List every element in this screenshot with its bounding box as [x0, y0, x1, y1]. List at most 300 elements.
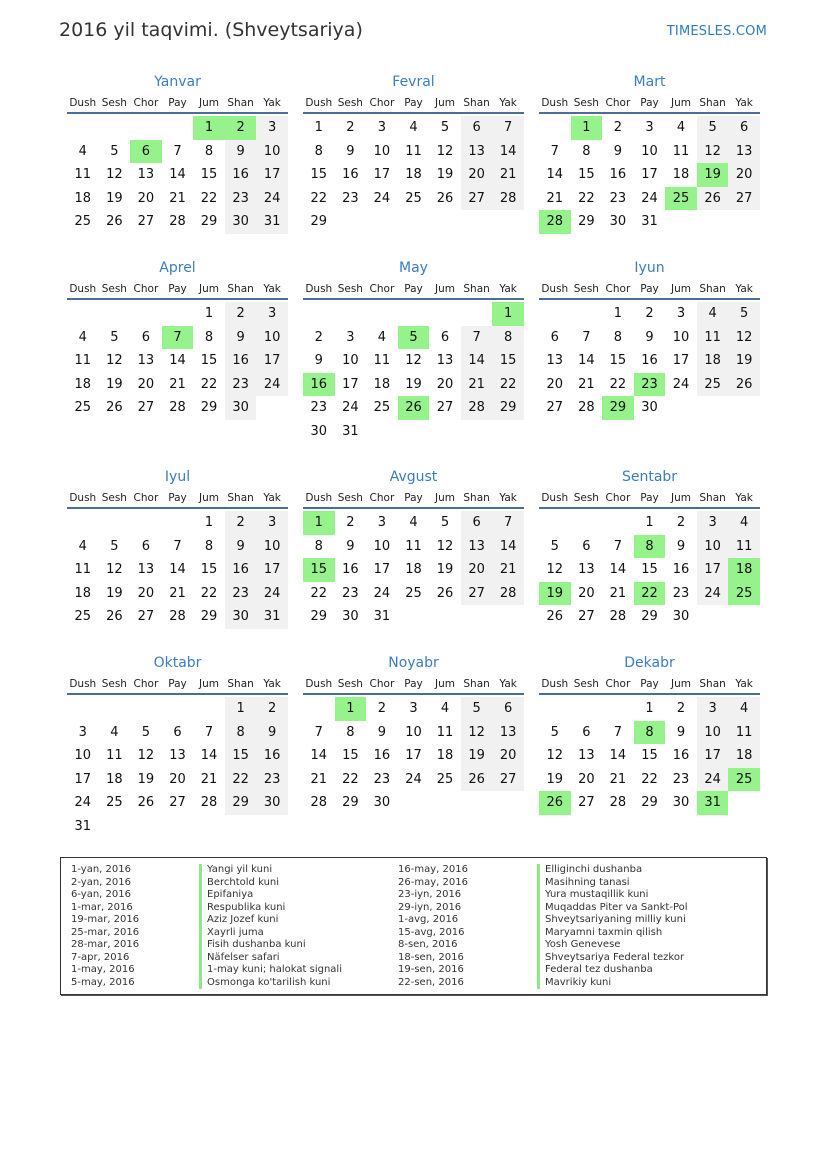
day-cell[interactable]: 24 [256, 187, 288, 211]
day-cell[interactable]: 10 [74, 748, 92, 764]
day-cell[interactable]: 4 [409, 515, 418, 530]
day-cell[interactable]: 5 [550, 538, 559, 554]
day-cell[interactable]: 8 [225, 721, 257, 745]
day-cell[interactable]: 1 [225, 697, 257, 721]
day-cell[interactable]: 21 [310, 771, 328, 787]
day-cell[interactable]: 4 [78, 143, 87, 159]
day-cell[interactable]: 3 [78, 724, 87, 740]
day-cell[interactable]: 18 [405, 167, 422, 183]
day-cell[interactable]: 13 [436, 353, 454, 369]
day-cell[interactable]: 5 [141, 724, 151, 740]
day-cell[interactable]: 18 [436, 748, 454, 764]
day-cell[interactable]: 4 [728, 697, 760, 721]
day-cell[interactable]: 17 [373, 562, 391, 578]
day-cell[interactable]: 5 [550, 724, 559, 740]
day-cell[interactable]: 10 [256, 140, 288, 164]
day-cell[interactable]: 21 [169, 585, 186, 601]
day-cell[interactable]: 8 [204, 329, 214, 345]
day-cell[interactable]: 10 [256, 326, 288, 350]
day-cell[interactable]: 4 [110, 724, 119, 740]
day-cell[interactable]: 7 [492, 116, 524, 140]
day-cell[interactable]: 19 [106, 585, 123, 601]
day-cell[interactable]: 17 [697, 558, 729, 582]
day-cell[interactable]: 26 [106, 214, 123, 230]
day-cell[interactable]: 18 [74, 190, 92, 206]
day-cell[interactable]: 8 [492, 326, 524, 350]
day-cell[interactable]: 26 [137, 795, 155, 811]
day-cell[interactable]: 24 [405, 771, 422, 787]
day-cell[interactable]: 17 [256, 163, 288, 187]
day-cell[interactable]: 24 [373, 585, 391, 601]
day-cell[interactable]: 12 [436, 538, 454, 554]
day-cell[interactable]: 7 [314, 724, 323, 740]
day-cell[interactable]: 29 [225, 791, 257, 815]
day-cell[interactable]: 14 [169, 167, 186, 183]
day-cell[interactable]: 7 [582, 329, 591, 345]
day-cell[interactable]: 13 [137, 167, 155, 183]
day-cell[interactable]: 9 [613, 143, 623, 159]
day-cell[interactable]: 29 [200, 214, 218, 230]
day-cell[interactable]: 22 [609, 376, 627, 392]
day-cell[interactable]: 19 [546, 771, 564, 787]
day-cell[interactable]: 6 [461, 511, 493, 535]
day-cell[interactable]: 4 [697, 302, 729, 326]
day-cell[interactable]: 11 [74, 353, 92, 369]
day-cell[interactable]: 9 [346, 538, 355, 554]
day-cell[interactable]: 9 [314, 353, 323, 369]
day-cell[interactable]: 2 [645, 306, 654, 321]
holiday-day-cell[interactable]: 1 [193, 116, 225, 140]
day-cell[interactable]: 11 [106, 748, 123, 764]
day-cell[interactable]: 19 [436, 562, 454, 578]
day-cell[interactable]: 17 [672, 353, 690, 369]
day-cell[interactable]: 19 [106, 376, 123, 392]
holiday-day-cell[interactable]: 25 [728, 582, 760, 606]
day-cell[interactable]: 31 [256, 605, 288, 629]
day-cell[interactable]: 23 [225, 582, 257, 606]
day-cell[interactable]: 22 [200, 376, 218, 392]
day-cell[interactable]: 8 [314, 538, 323, 554]
holiday-day-cell[interactable]: 15 [303, 558, 335, 582]
day-cell[interactable]: 10 [405, 724, 422, 740]
day-cell[interactable]: 17 [74, 771, 92, 787]
holiday-day-cell[interactable]: 25 [728, 768, 760, 792]
day-cell[interactable]: 11 [436, 724, 454, 740]
day-cell[interactable]: 10 [697, 535, 729, 559]
day-cell[interactable]: 30 [672, 609, 690, 625]
day-cell[interactable]: 26 [436, 585, 454, 601]
day-cell[interactable]: 14 [169, 353, 186, 369]
day-cell[interactable]: 18 [106, 771, 123, 787]
day-cell[interactable]: 24 [641, 190, 658, 206]
day-cell[interactable]: 27 [137, 214, 155, 230]
day-cell[interactable]: 16 [672, 748, 690, 764]
day-cell[interactable]: 19 [106, 190, 123, 206]
day-cell[interactable]: 14 [609, 562, 627, 578]
day-cell[interactable]: 29 [200, 400, 218, 416]
day-cell[interactable]: 9 [225, 326, 257, 350]
day-cell[interactable]: 14 [492, 140, 524, 164]
day-cell[interactable]: 29 [200, 609, 218, 625]
day-cell[interactable]: 24 [342, 400, 359, 416]
day-cell[interactable]: 7 [204, 724, 214, 740]
day-cell[interactable]: 24 [697, 582, 729, 606]
day-cell[interactable]: 16 [256, 744, 288, 768]
day-cell[interactable]: 22 [310, 190, 328, 206]
holiday-day-cell[interactable]: 7 [162, 326, 194, 350]
day-cell[interactable]: 11 [697, 326, 729, 350]
day-cell[interactable]: 7 [613, 724, 623, 740]
day-cell[interactable]: 14 [169, 562, 186, 578]
day-cell[interactable]: 23 [672, 771, 690, 787]
day-cell[interactable]: 4 [78, 329, 87, 345]
day-cell[interactable]: 2 [225, 302, 257, 326]
day-cell[interactable]: 29 [641, 609, 658, 625]
day-cell[interactable]: 29 [310, 214, 328, 230]
day-cell[interactable]: 10 [256, 535, 288, 559]
day-cell[interactable]: 15 [342, 748, 359, 764]
day-cell[interactable]: 30 [342, 609, 359, 625]
day-cell[interactable]: 17 [373, 167, 391, 183]
day-cell[interactable]: 28 [200, 795, 218, 811]
day-cell[interactable]: 9 [676, 538, 686, 554]
day-cell[interactable]: 20 [492, 744, 524, 768]
day-cell[interactable]: 27 [436, 400, 454, 416]
day-cell[interactable]: 14 [492, 535, 524, 559]
day-cell[interactable]: 15 [200, 562, 218, 578]
day-cell[interactable]: 31 [373, 609, 391, 625]
day-cell[interactable]: 12 [546, 748, 564, 764]
day-cell[interactable]: 9 [225, 140, 257, 164]
holiday-day-cell[interactable]: 19 [697, 163, 729, 187]
day-cell[interactable]: 1 [613, 306, 623, 321]
day-cell[interactable]: 22 [200, 585, 218, 601]
day-cell[interactable]: 16 [225, 349, 257, 373]
day-cell[interactable]: 16 [641, 353, 658, 369]
day-cell[interactable]: 28 [492, 187, 524, 211]
day-cell[interactable]: 23 [225, 373, 257, 397]
day-cell[interactable]: 13 [578, 748, 595, 764]
day-cell[interactable]: 10 [373, 538, 391, 554]
day-cell[interactable]: 1 [204, 515, 214, 530]
day-cell[interactable]: 24 [697, 768, 729, 792]
holiday-day-cell[interactable]: 18 [728, 558, 760, 582]
day-cell[interactable]: 25 [106, 795, 123, 811]
day-cell[interactable]: 4 [377, 329, 387, 345]
day-cell[interactable]: 30 [609, 214, 627, 230]
day-cell[interactable]: 15 [200, 167, 218, 183]
day-cell[interactable]: 6 [550, 329, 559, 345]
day-cell[interactable]: 19 [137, 771, 155, 787]
day-cell[interactable]: 5 [110, 329, 119, 345]
day-cell[interactable]: 7 [492, 511, 524, 535]
day-cell[interactable]: 22 [492, 373, 524, 397]
holiday-day-cell[interactable]: 2 [225, 116, 257, 140]
day-cell[interactable]: 21 [578, 376, 595, 392]
day-cell[interactable]: 14 [609, 748, 627, 764]
day-cell[interactable]: 28 [310, 795, 328, 811]
day-cell[interactable]: 15 [225, 744, 257, 768]
day-cell[interactable]: 8 [204, 143, 214, 159]
day-cell[interactable]: 25 [74, 214, 92, 230]
day-cell[interactable]: 17 [256, 558, 288, 582]
day-cell[interactable]: 27 [578, 795, 595, 811]
holiday-day-cell[interactable]: 28 [539, 210, 571, 234]
day-cell[interactable]: 22 [641, 771, 658, 787]
day-cell[interactable]: 23 [342, 585, 359, 601]
day-cell[interactable]: 29 [492, 396, 524, 420]
day-cell[interactable]: 28 [609, 609, 627, 625]
day-cell[interactable]: 30 [373, 795, 391, 811]
day-cell[interactable]: 20 [436, 376, 454, 392]
day-cell[interactable]: 7 [173, 143, 182, 159]
day-cell[interactable]: 4 [78, 538, 87, 554]
day-cell[interactable]: 16 [225, 558, 257, 582]
day-cell[interactable]: 31 [256, 210, 288, 234]
day-cell[interactable]: 25 [405, 585, 422, 601]
day-cell[interactable]: 23 [310, 400, 328, 416]
day-cell[interactable]: 8 [314, 143, 323, 159]
day-cell[interactable]: 12 [546, 562, 564, 578]
day-cell[interactable]: 24 [256, 582, 288, 606]
day-cell[interactable]: 23 [609, 190, 627, 206]
day-cell[interactable]: 4 [676, 120, 686, 135]
day-cell[interactable]: 22 [225, 768, 257, 792]
day-cell[interactable]: 5 [440, 120, 450, 135]
day-cell[interactable]: 15 [310, 167, 328, 183]
day-cell[interactable]: 2 [377, 701, 387, 716]
day-cell[interactable]: 11 [74, 562, 92, 578]
day-cell[interactable]: 31 [342, 423, 359, 439]
day-cell[interactable]: 2 [676, 515, 686, 530]
day-cell[interactable]: 17 [697, 744, 729, 768]
day-cell[interactable]: 2 [346, 515, 355, 530]
holiday-day-cell[interactable]: 22 [634, 582, 666, 606]
day-cell[interactable]: 12 [461, 721, 493, 745]
day-cell[interactable]: 28 [461, 396, 493, 420]
day-cell[interactable]: 12 [106, 167, 123, 183]
holiday-day-cell[interactable]: 23 [634, 373, 666, 397]
day-cell[interactable]: 2 [256, 697, 288, 721]
day-cell[interactable]: 30 [256, 791, 288, 815]
day-cell[interactable]: 18 [74, 376, 92, 392]
day-cell[interactable]: 25 [74, 609, 92, 625]
day-cell[interactable]: 20 [137, 376, 155, 392]
day-cell[interactable]: 9 [676, 724, 686, 740]
day-cell[interactable]: 10 [641, 143, 658, 159]
day-cell[interactable]: 1 [314, 120, 323, 135]
day-cell[interactable]: 20 [546, 376, 564, 392]
day-cell[interactable]: 21 [169, 190, 186, 206]
day-cell[interactable]: 5 [728, 302, 760, 326]
day-cell[interactable]: 19 [405, 376, 422, 392]
day-cell[interactable]: 11 [672, 143, 690, 159]
day-cell[interactable]: 26 [106, 609, 123, 625]
day-cell[interactable]: 4 [409, 120, 418, 135]
day-cell[interactable]: 16 [609, 167, 627, 183]
day-cell[interactable]: 26 [106, 400, 123, 416]
day-cell[interactable]: 30 [310, 423, 328, 439]
holiday-day-cell[interactable]: 1 [492, 302, 524, 326]
day-cell[interactable]: 16 [373, 748, 391, 764]
day-cell[interactable]: 9 [225, 535, 257, 559]
day-cell[interactable]: 12 [436, 143, 454, 159]
day-cell[interactable]: 5 [110, 143, 119, 159]
day-cell[interactable]: 25 [74, 400, 92, 416]
day-cell[interactable]: 3 [676, 306, 686, 321]
day-cell[interactable]: 3 [346, 329, 355, 345]
day-cell[interactable]: 28 [169, 400, 186, 416]
holiday-day-cell[interactable]: 1 [303, 511, 335, 535]
day-cell[interactable]: 14 [546, 167, 564, 183]
day-cell[interactable]: 29 [641, 795, 658, 811]
day-cell[interactable]: 23 [672, 585, 690, 601]
day-cell[interactable]: 17 [256, 349, 288, 373]
holiday-day-cell[interactable]: 1 [571, 116, 603, 140]
day-cell[interactable]: 10 [672, 329, 690, 345]
day-cell[interactable]: 13 [728, 140, 760, 164]
day-cell[interactable]: 20 [461, 558, 493, 582]
day-cell[interactable]: 27 [578, 609, 595, 625]
day-cell[interactable]: 18 [405, 562, 422, 578]
day-cell[interactable]: 30 [225, 605, 257, 629]
day-cell[interactable]: 28 [169, 609, 186, 625]
holiday-day-cell[interactable]: 5 [398, 326, 430, 350]
day-cell[interactable]: 25 [405, 190, 422, 206]
day-cell[interactable]: 1 [204, 306, 214, 321]
day-cell[interactable]: 23 [225, 187, 257, 211]
day-cell[interactable]: 6 [582, 538, 591, 554]
day-cell[interactable]: 3 [256, 302, 288, 326]
day-cell[interactable]: 25 [373, 400, 391, 416]
day-cell[interactable]: 24 [74, 795, 92, 811]
day-cell[interactable]: 27 [728, 187, 760, 211]
day-cell[interactable]: 21 [461, 373, 493, 397]
day-cell[interactable]: 20 [578, 771, 595, 787]
day-cell[interactable]: 20 [578, 585, 595, 601]
day-cell[interactable]: 25 [436, 771, 454, 787]
day-cell[interactable]: 13 [461, 535, 493, 559]
day-cell[interactable]: 3 [377, 515, 387, 530]
day-cell[interactable]: 16 [225, 163, 257, 187]
day-cell[interactable]: 14 [461, 349, 493, 373]
day-cell[interactable]: 21 [609, 771, 627, 787]
day-cell[interactable]: 8 [346, 724, 355, 740]
day-cell[interactable]: 6 [141, 538, 151, 554]
holiday-day-cell[interactable]: 8 [634, 721, 666, 745]
day-cell[interactable]: 26 [436, 190, 454, 206]
day-cell[interactable]: 30 [641, 400, 658, 416]
day-cell[interactable]: 14 [200, 748, 218, 764]
day-cell[interactable]: 2 [346, 120, 355, 135]
day-cell[interactable]: 15 [492, 349, 524, 373]
day-cell[interactable]: 7 [613, 538, 623, 554]
day-cell[interactable]: 21 [169, 376, 186, 392]
day-cell[interactable]: 15 [641, 748, 658, 764]
day-cell[interactable]: 4 [728, 511, 760, 535]
day-cell[interactable]: 22 [342, 771, 359, 787]
holiday-day-cell[interactable]: 25 [665, 187, 697, 211]
holiday-day-cell[interactable]: 8 [634, 535, 666, 559]
day-cell[interactable]: 30 [672, 795, 690, 811]
day-cell[interactable]: 31 [74, 818, 92, 834]
day-cell[interactable]: 22 [200, 190, 218, 206]
day-cell[interactable]: 6 [173, 724, 182, 740]
day-cell[interactable]: 11 [405, 143, 422, 159]
day-cell[interactable]: 13 [169, 748, 186, 764]
day-cell[interactable]: 19 [461, 744, 493, 768]
day-cell[interactable]: 12 [106, 562, 123, 578]
day-cell[interactable]: 28 [609, 795, 627, 811]
day-cell[interactable]: 29 [578, 214, 595, 230]
day-cell[interactable]: 10 [697, 721, 729, 745]
holiday-day-cell[interactable]: 31 [697, 791, 729, 815]
day-cell[interactable]: 27 [137, 609, 155, 625]
day-cell[interactable]: 6 [492, 697, 524, 721]
day-cell[interactable]: 21 [609, 585, 627, 601]
day-cell[interactable]: 15 [578, 167, 595, 183]
day-cell[interactable]: 20 [137, 585, 155, 601]
day-cell[interactable]: 21 [200, 771, 218, 787]
day-cell[interactable]: 17 [405, 748, 422, 764]
day-cell[interactable]: 23 [373, 771, 391, 787]
holiday-day-cell[interactable]: 19 [539, 582, 571, 606]
day-cell[interactable]: 6 [141, 329, 151, 345]
day-cell[interactable]: 16 [342, 167, 359, 183]
day-cell[interactable]: 13 [461, 140, 493, 164]
day-cell[interactable]: 29 [342, 795, 359, 811]
day-cell[interactable]: 17 [641, 167, 658, 183]
day-cell[interactable]: 27 [461, 582, 493, 606]
day-cell[interactable]: 7 [550, 143, 559, 159]
day-cell[interactable]: 24 [373, 190, 391, 206]
day-cell[interactable]: 6 [440, 329, 450, 345]
holiday-day-cell[interactable]: 26 [398, 396, 430, 420]
day-cell[interactable]: 18 [728, 744, 760, 768]
day-cell[interactable]: 12 [728, 326, 760, 350]
day-cell[interactable]: 11 [728, 721, 760, 745]
day-cell[interactable]: 25 [697, 373, 729, 397]
day-cell[interactable]: 20 [137, 190, 155, 206]
day-cell[interactable]: 11 [74, 167, 92, 183]
day-cell[interactable]: 13 [578, 562, 595, 578]
day-cell[interactable]: 19 [436, 167, 454, 183]
day-cell[interactable]: 26 [461, 768, 493, 792]
day-cell[interactable]: 6 [582, 724, 591, 740]
day-cell[interactable]: 3 [409, 701, 418, 716]
day-cell[interactable]: 2 [676, 701, 686, 716]
day-cell[interactable]: 11 [373, 353, 391, 369]
day-cell[interactable]: 13 [137, 562, 155, 578]
day-cell[interactable]: 7 [173, 538, 182, 554]
day-cell[interactable]: 20 [461, 163, 493, 187]
day-cell[interactable]: 5 [110, 538, 119, 554]
day-cell[interactable]: 18 [74, 585, 92, 601]
holiday-day-cell[interactable]: 1 [335, 697, 367, 721]
day-cell[interactable]: 30 [225, 396, 257, 420]
day-cell[interactable]: 29 [310, 609, 328, 625]
day-cell[interactable]: 12 [697, 140, 729, 164]
day-cell[interactable]: 27 [461, 187, 493, 211]
day-cell[interactable]: 15 [200, 353, 218, 369]
day-cell[interactable]: 27 [169, 795, 186, 811]
day-cell[interactable]: 21 [546, 190, 564, 206]
day-cell[interactable]: 14 [310, 748, 328, 764]
day-cell[interactable]: 8 [613, 329, 623, 345]
day-cell[interactable]: 24 [256, 373, 288, 397]
day-cell[interactable]: 21 [492, 558, 524, 582]
holiday-day-cell[interactable]: 29 [602, 396, 634, 420]
